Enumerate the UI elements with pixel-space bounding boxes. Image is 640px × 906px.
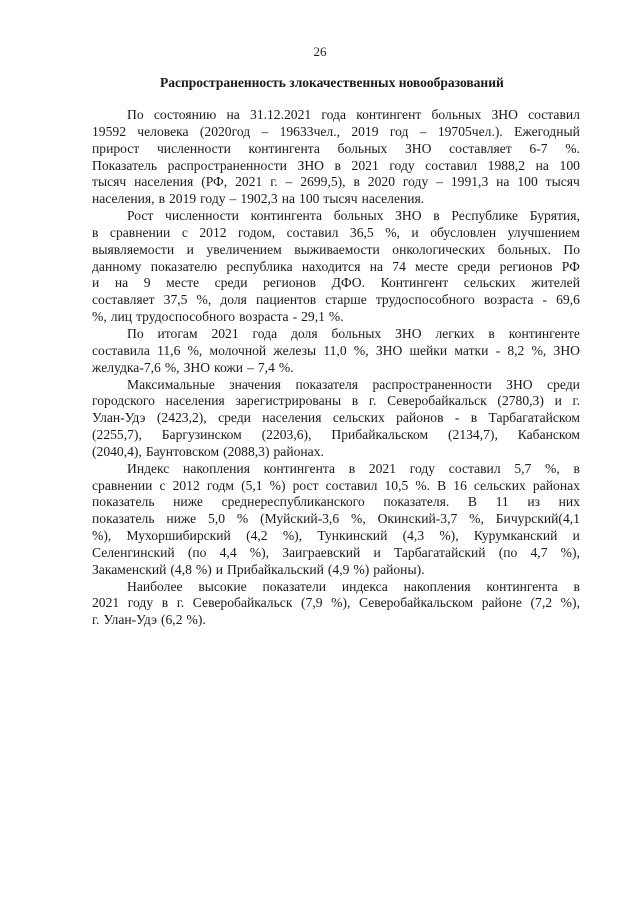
text-line: %), Мухоршибирский (4,2 %), Тункинский (4,3 %), Курумканский и: [92, 528, 580, 544]
paragraph: [92, 208, 580, 326]
text-line: Наиболее высокие показатели индекса накопления контингента в: [127, 578, 580, 594]
text-line: и на 9 месте среди регионов ДФО. Контингент сельских жителей: [92, 275, 580, 291]
text-line: сравнении с 2012 годм (5,1 %) рост составил 10,5 %. В 16 сельских районах: [92, 477, 580, 493]
text-line: Индекс накопления контингента в 2021 году составил 5,7 %, в: [127, 460, 580, 476]
text-line: 19592 человека (2020год – 19633чел., 2019 год – 19705чел.). Ежегодный: [92, 123, 580, 139]
paragraph: [92, 579, 580, 630]
text-line: Селенгинский (по 4,4 %), Заиграевский и Тарбагатайский (по 4,7 %),: [92, 544, 580, 560]
text-line: 2021 году в г. Северобайкальск (7,9 %), Северобайкальском районе (7,2 %),: [92, 595, 580, 611]
text-line: составила 11,6 %, молочной железы 11,0 %, ЗНО шейки матки - 8,2 %, ЗНО: [92, 342, 580, 358]
text-line: Улан-Удэ (2423,2), среди населения сельских районов - в Тарбагатайском: [92, 410, 580, 426]
text-line: По итогам 2021 года доля больных ЗНО легких в контингенте: [127, 325, 580, 341]
text-line: данному показателю республика находится на 74 месте среди регионов РФ: [92, 258, 580, 274]
text-line: прирост численности контингента больных ЗНО составляет 6-7 %.: [92, 140, 580, 156]
text-line: (2255,7), Баргузинском (2203,6), Прибайкальском (2134,7), Кабанском: [92, 427, 580, 443]
text-line: показатель ниже 5,0 % (Муйский-3,6 %, Окинский-3,7 %, Бичурский(4,1: [92, 511, 580, 527]
text-line: в сравнении с 2012 годом, составил 36,5 %, и обусловлен улучшением: [92, 224, 580, 240]
text-line: населения, в 2019 году – 1902,3 на 100 тысяч населения.: [92, 191, 425, 207]
text-line: Закаменский (4,8 %) и Прибайкальский (4,9 %) районы).: [92, 561, 425, 577]
paragraph: [92, 107, 580, 208]
document-body: [92, 107, 580, 629]
text-line: желудка-7,6 %, ЗНО кожи – 7,4 %.: [92, 359, 294, 375]
text-line: %, лиц трудоспособного возраста - 29,1 %.: [92, 309, 344, 325]
text-line: Максимальные значения показателя распространенности ЗНО среди: [127, 376, 580, 392]
text-line: тысяч населения (РФ, 2021 г. – 2699,5), в 2020 году – 1991,3 на 100 тысяч: [92, 174, 580, 190]
page-number: 26: [313, 44, 327, 59]
text-line: По состоянию на 31.12.2021 года контингент больных ЗНО составил: [127, 107, 580, 122]
text-line: городского населения зарегистрированы в г. Северобайкальск (2780,3) и г.: [92, 393, 580, 409]
text-line: Показатель распространенности ЗНО в 2021 году составил 1988,2 на 100: [92, 157, 580, 173]
paragraph: [92, 461, 580, 579]
paragraph: [92, 326, 580, 377]
text-line: выявляемости и увеличением выживаемости онкологических больных. По: [92, 241, 580, 257]
text-line: Рост численности контингента больных ЗНО в Республике Бурятия,: [127, 208, 580, 224]
text-line: (2040,4), Баунтовском (2088,3) районах.: [92, 443, 324, 459]
text-line: составляет 37,5 %, доля пациентов старше трудоспособного возраста - 69,6: [92, 292, 580, 308]
paragraph: [92, 377, 580, 461]
text-line: показатель ниже среднереспубликанского показателя. В 11 из них: [92, 494, 580, 510]
section-title: Распространенность злокачественных новообразований: [160, 75, 504, 90]
text-line: г. Улан-Удэ (6,2 %).: [92, 612, 206, 628]
